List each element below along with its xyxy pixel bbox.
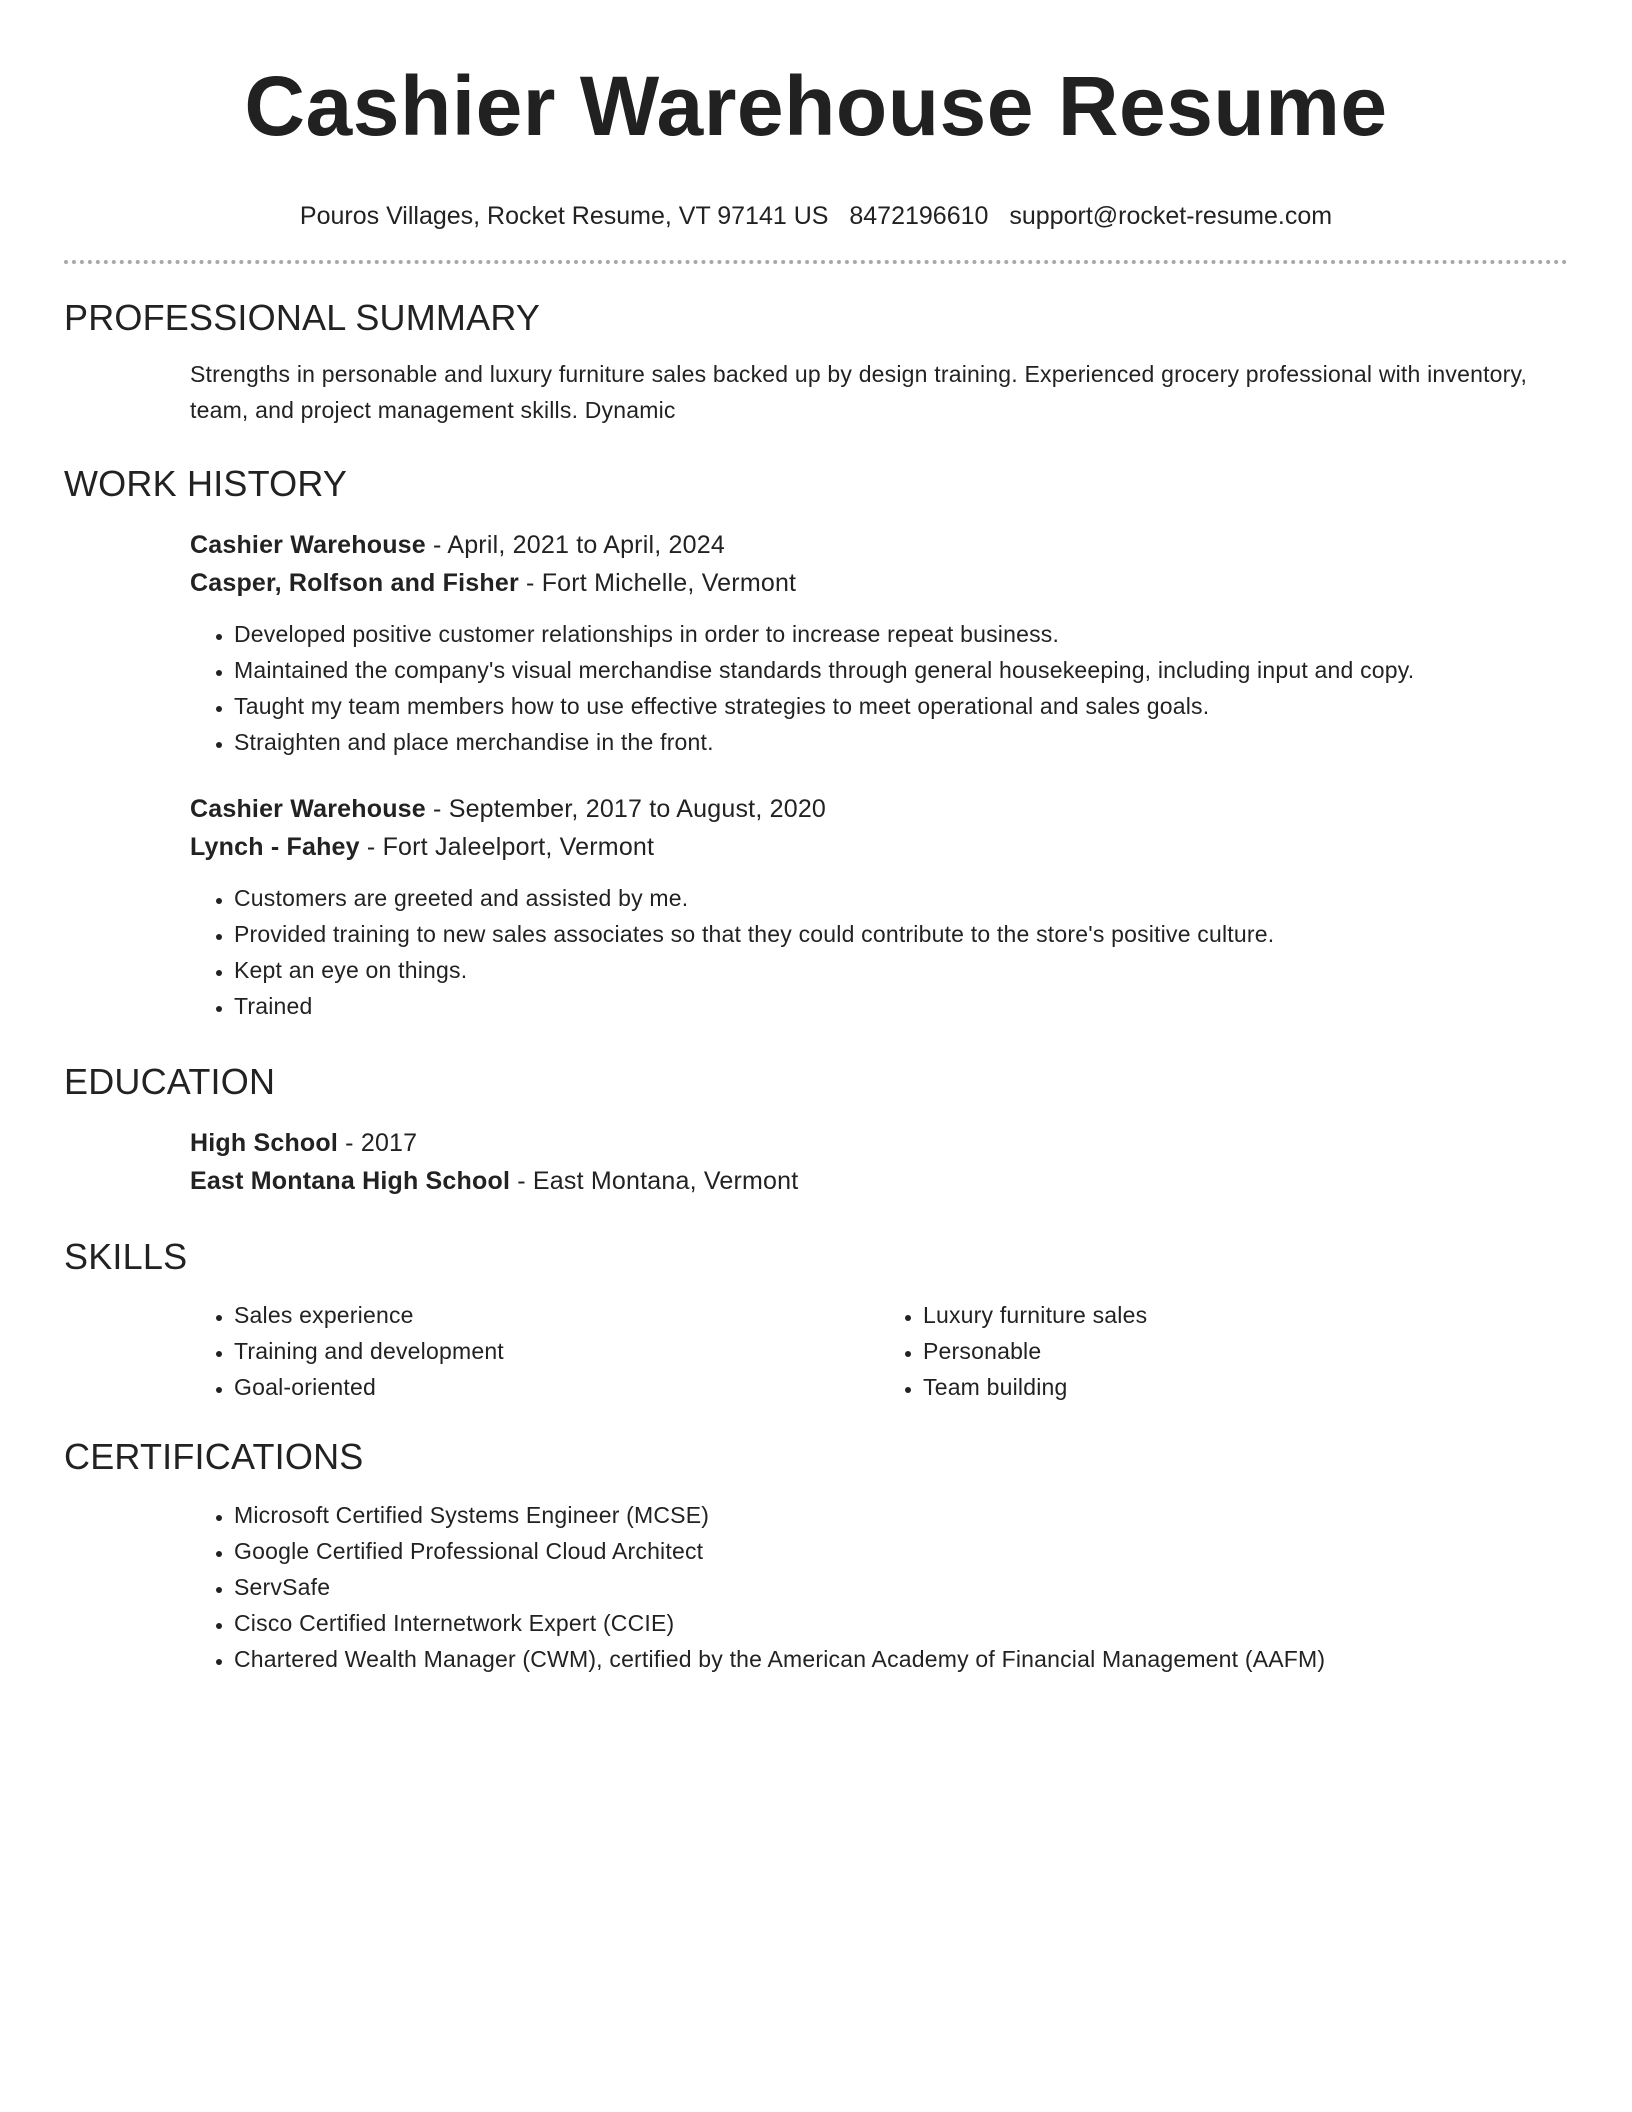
job-company: Lynch - Fahey <box>190 833 360 861</box>
education-heading: EDUCATION <box>64 1061 276 1102</box>
job-entry <box>190 790 1568 1024</box>
education-section <box>64 1060 1568 1200</box>
certifications-list <box>190 1497 1568 1677</box>
certification-item: • Chartered Wealth Manager (CWM), certified by the American Academy of Financial Management (AAFM) <box>234 1641 1568 1677</box>
resume-page <box>64 0 1568 1672</box>
job-bullet: • Maintained the company's visual merchandise standards through general housekeeping, including input and copy. <box>234 652 1568 688</box>
job-bullet: • Customers are greeted and assisted by me. <box>234 880 1568 916</box>
certification-item: • Google Certified Professional Cloud Architect <box>234 1533 1568 1569</box>
skill-item: • Personable <box>923 1333 1568 1369</box>
job-bullet: • Taught my team members how to use effective strategies to meet operational and sales goals. <box>234 688 1568 724</box>
skill-item: • Training and development <box>234 1333 879 1369</box>
contact-phone: 8472196610 <box>849 202 989 230</box>
job-title: Cashier Warehouse <box>190 531 426 559</box>
contact-email: support@rocket-resume.com <box>1009 202 1333 230</box>
skills-section <box>64 1235 1568 1405</box>
job-location: - Fort Jaleelport, Vermont <box>359 833 655 861</box>
job-company-line <box>190 564 1568 602</box>
job-company: Casper, Rolfson and Fisher <box>190 569 519 597</box>
job-location: - Fort Michelle, Vermont <box>518 569 797 597</box>
job-bullet: • Provided training to new sales associates so that they could contribute to the store's positive culture. <box>234 916 1568 952</box>
job-bullet: • Trained <box>234 988 1568 1024</box>
job-dates: - April, 2021 to April, 2024 <box>425 531 725 559</box>
education-location: - East Montana, Vermont <box>510 1167 799 1195</box>
job-bullet: • Kept an eye on things. <box>234 952 1568 988</box>
certification-item: • ServSafe <box>234 1569 1568 1605</box>
contact-address: Pouros Villages, Rocket Resume, VT 97141 US <box>299 202 829 230</box>
skill-item: • Goal-oriented <box>234 1369 879 1405</box>
skills-heading: SKILLS <box>64 1236 188 1277</box>
work-history-section <box>64 462 1568 1024</box>
job-bullet: • Developed positive customer relationships in order to increase repeat business. <box>234 616 1568 652</box>
work-history-heading: WORK HISTORY <box>64 463 348 504</box>
summary-body <box>190 356 1568 428</box>
skill-item: • Team building <box>923 1369 1568 1405</box>
job-title-line <box>190 790 1568 828</box>
summary-section <box>64 296 1568 428</box>
certifications-section <box>64 1435 1568 1677</box>
summary-text: Strengths in personable and luxury furniture sales backed up by design training. Experienced grocery professional with inventory, team, and project management skills. Dynamic <box>190 361 1528 423</box>
job-dates: - September, 2017 to August, 2020 <box>425 795 827 823</box>
skills-list-left <box>190 1297 879 1405</box>
job-bullets <box>190 616 1568 760</box>
job-bullets <box>190 880 1568 1024</box>
education-entry <box>190 1124 1568 1200</box>
skill-item: • Luxury furniture sales <box>923 1297 1568 1333</box>
contact-line <box>64 200 1568 232</box>
resume-title: Cashier Warehouse Resume <box>244 59 1388 153</box>
certification-item: • Cisco Certified Internetwork Expert (CCIE) <box>234 1605 1568 1641</box>
skills-grid <box>190 1297 1568 1405</box>
job-title-line <box>190 526 1568 564</box>
education-degree-line <box>190 1124 1568 1162</box>
summary-heading: PROFESSIONAL SUMMARY <box>64 297 541 338</box>
education-degree: High School <box>190 1129 339 1157</box>
certification-item: • Microsoft Certified Systems Engineer (MCSE) <box>234 1497 1568 1533</box>
skill-item: • Sales experience <box>234 1297 879 1333</box>
education-year: - 2017 <box>338 1129 418 1157</box>
header-divider <box>64 260 1568 264</box>
job-bullet: • Straighten and place merchandise in the front. <box>234 724 1568 760</box>
certifications-heading: CERTIFICATIONS <box>64 1436 364 1477</box>
job-title: Cashier Warehouse <box>190 795 426 823</box>
skills-list-right <box>879 1297 1568 1405</box>
job-company-line <box>190 828 1568 866</box>
education-school-line <box>190 1162 1568 1200</box>
education-school: East Montana High School <box>190 1167 511 1195</box>
certifications-body <box>190 1497 1568 1677</box>
job-entry <box>190 526 1568 760</box>
